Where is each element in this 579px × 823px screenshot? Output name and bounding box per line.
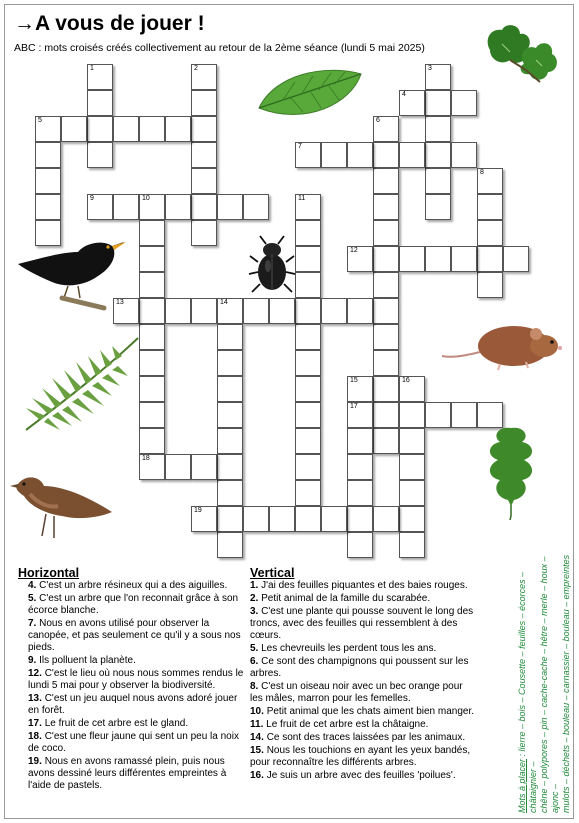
crossword-cell[interactable]: [425, 116, 451, 142]
vertical-clue: [250, 706, 478, 718]
clue-number: 14.: [250, 732, 264, 743]
crossword-cell[interactable]: [191, 454, 217, 480]
crossword-cell[interactable]: [165, 116, 191, 142]
clue-text: C'est un arbre résineux qui a des aiguilles.: [39, 580, 228, 591]
clue-text: Petit animal de la famille du scarabée.: [261, 593, 431, 604]
horizontal-clue: [18, 580, 248, 592]
crossword-cell[interactable]: [373, 246, 399, 272]
crossword-cell[interactable]: [451, 246, 477, 272]
crossword-cell[interactable]: [477, 246, 503, 272]
crossword-cell[interactable]: [217, 298, 243, 324]
crossword-cell[interactable]: [87, 194, 113, 220]
crossword-cell[interactable]: [191, 90, 217, 116]
crossword-cell[interactable]: [477, 194, 503, 220]
cell-number: 18: [142, 455, 150, 462]
vertical-clue: [250, 656, 478, 680]
crossword-cell[interactable]: [139, 402, 165, 428]
crossword-cell[interactable]: [295, 246, 321, 272]
vertical-clue: [250, 732, 478, 744]
clue-text: J'ai des feuilles piquantes et des baies rouges.: [261, 580, 468, 591]
crossword-cell[interactable]: [87, 64, 113, 90]
clue-number: 16.: [250, 770, 264, 781]
crossword-cell[interactable]: [217, 350, 243, 376]
clue-text: Nous en avons ramassé plein, puis nous avons dessiné leurs différentes empreintes à l'aide de pastels.: [28, 756, 227, 791]
cell-number: 6: [376, 117, 380, 124]
crossword-cell[interactable]: [347, 454, 373, 480]
crossword-cell[interactable]: [373, 272, 399, 298]
clue-number: 13.: [28, 693, 42, 704]
clue-text: C'est un oiseau noir avec un bec orange pour les mâles, marron pour les femelles.: [250, 681, 463, 704]
clue-number: 5.: [28, 593, 37, 604]
word-bank-label: Mots à placer: [517, 758, 527, 813]
crossword-cell[interactable]: [425, 194, 451, 220]
crossword-cell[interactable]: [451, 90, 477, 116]
clue-text: Je suis un arbre avec des feuilles 'poilues'.: [266, 770, 456, 781]
word-bank: [517, 538, 571, 813]
clue-number: 11.: [250, 719, 264, 730]
crossword-cell[interactable]: [269, 298, 295, 324]
cell-number: 2: [194, 65, 198, 72]
crossword-cell[interactable]: [373, 142, 399, 168]
cell-number: 1: [90, 65, 94, 72]
crossword-cell[interactable]: [295, 350, 321, 376]
crossword-cell[interactable]: [217, 402, 243, 428]
crossword-cell[interactable]: [113, 194, 139, 220]
crossword-cell[interactable]: [139, 298, 165, 324]
oak-leaf-icon: [480, 420, 542, 520]
clue-text: C'est le lieu où nous nous sommes rendus le lundi 5 mai pour y observer la biodiversité.: [28, 668, 244, 691]
cell-number: 13: [116, 299, 124, 306]
vertical-clue: [250, 681, 478, 705]
horizontal-clues: [18, 567, 248, 793]
crossword-cell[interactable]: [295, 428, 321, 454]
crossword-cell[interactable]: [191, 298, 217, 324]
crossword-cell[interactable]: [399, 142, 425, 168]
crossword-cell[interactable]: [295, 194, 321, 220]
clue-number: 15.: [250, 745, 264, 756]
cell-number: 7: [298, 143, 302, 150]
crossword-cell[interactable]: [347, 480, 373, 506]
clue-number: 5.: [250, 643, 259, 654]
crossword-cell[interactable]: [477, 272, 503, 298]
horizontal-clue: [18, 756, 248, 792]
crossword-cell[interactable]: [373, 168, 399, 194]
horizontal-clue: [18, 618, 248, 654]
crossword-cell[interactable]: [399, 402, 425, 428]
crossword-cell[interactable]: [243, 298, 269, 324]
cell-number: 19: [194, 507, 202, 514]
crossword-cell[interactable]: [347, 506, 373, 532]
crossword-cell[interactable]: [373, 506, 399, 532]
clue-number: 7.: [28, 618, 37, 629]
crossword-cell[interactable]: [295, 324, 321, 350]
cell-number: 10: [142, 195, 150, 202]
crossword-cell[interactable]: [139, 350, 165, 376]
horizontal-clue: [18, 731, 248, 755]
crossword-cell[interactable]: [321, 506, 347, 532]
crossword-cell[interactable]: [373, 376, 399, 402]
cell-number: 4: [402, 91, 406, 98]
crossword-cell[interactable]: [477, 220, 503, 246]
crossword-cell[interactable]: [399, 454, 425, 480]
crossword-cell[interactable]: [243, 194, 269, 220]
crossword-cell[interactable]: [399, 90, 425, 116]
crossword-cell[interactable]: [217, 428, 243, 454]
clue-number: 12.: [28, 668, 42, 679]
clue-number: 8.: [250, 681, 259, 692]
crossword-cell[interactable]: [165, 298, 191, 324]
clue-number: 18.: [28, 731, 42, 742]
crossword-cell[interactable]: [373, 220, 399, 246]
vertical-clue: [250, 606, 478, 642]
clue-text: Ce sont des traces laissées par les animaux.: [266, 732, 466, 743]
crossword-cell[interactable]: [399, 532, 425, 558]
clue-number: 10.: [250, 706, 264, 717]
crossword-cell[interactable]: [399, 480, 425, 506]
crossword-cell[interactable]: [295, 506, 321, 532]
crossword-cell[interactable]: [87, 116, 113, 142]
crossword-cell[interactable]: [347, 402, 373, 428]
crossword-cell[interactable]: [399, 246, 425, 272]
crossword-cell[interactable]: [321, 298, 347, 324]
crossword-cell[interactable]: [35, 194, 61, 220]
crossword-cell[interactable]: [503, 246, 529, 272]
crossword-cell[interactable]: [451, 142, 477, 168]
crossword-cell[interactable]: [295, 272, 321, 298]
crossword-cell[interactable]: [295, 454, 321, 480]
vertical-clue: [250, 593, 478, 605]
crossword-cell[interactable]: [347, 142, 373, 168]
cell-number: 8: [480, 169, 484, 176]
crossword-cell[interactable]: [373, 402, 399, 428]
crossword-cell[interactable]: [477, 168, 503, 194]
horizontal-clue: [18, 593, 248, 617]
horizontal-clue: [18, 693, 248, 717]
crossword-cell[interactable]: [191, 194, 217, 220]
vertical-clue: [250, 770, 478, 782]
horizontal-clue: [18, 655, 248, 667]
cell-number: 3: [428, 65, 432, 72]
crossword-cell[interactable]: [373, 324, 399, 350]
crossword-cell[interactable]: [295, 402, 321, 428]
crossword-cell[interactable]: [217, 480, 243, 506]
vertical-clues: [250, 567, 478, 783]
crossword-cell[interactable]: [373, 350, 399, 376]
clue-text: Ce sont des champignons qui poussent sur les arbres.: [250, 656, 469, 679]
crossword-cell[interactable]: [217, 376, 243, 402]
crossword-cell[interactable]: [347, 246, 373, 272]
crossword-cell[interactable]: [113, 116, 139, 142]
crossword-cell[interactable]: [295, 220, 321, 246]
cell-number: 17: [350, 403, 358, 410]
beech-leaf-icon: [255, 64, 365, 126]
crossword-cell[interactable]: [217, 454, 243, 480]
crossword-cell[interactable]: [139, 246, 165, 272]
crossword-cell[interactable]: [35, 168, 61, 194]
vertical-clue: [250, 643, 478, 655]
crossword-cell[interactable]: [243, 506, 269, 532]
cell-number: 14: [220, 299, 228, 306]
vertical-heading: Vertical: [250, 566, 295, 580]
crossword-cell[interactable]: [295, 142, 321, 168]
crossword-cell[interactable]: [347, 376, 373, 402]
crossword-cell[interactable]: [399, 376, 425, 402]
crossword-cell[interactable]: [321, 142, 347, 168]
crossword-cell[interactable]: [139, 116, 165, 142]
crossword-cell[interactable]: [217, 324, 243, 350]
cell-number: 9: [90, 195, 94, 202]
clue-text: C'est une fleur jaune qui sent un peu la noix de coco.: [28, 731, 239, 754]
clue-text: Le fruit de cet arbre est la châtaigne.: [266, 719, 429, 730]
crossword-cell[interactable]: [217, 194, 243, 220]
page-subtitle: ABC : mots croisés créés collectivement au retour de la 2ème séance (lundi 5 mai 2025): [14, 42, 425, 54]
crossword-cell[interactable]: [373, 116, 399, 142]
word-bank-line-3: mulots – déchets – bouleau – carnassier – bouleau – empreintes: [561, 554, 571, 813]
crossword-cell[interactable]: [35, 116, 61, 142]
crossword-cell[interactable]: [425, 402, 451, 428]
clue-number: 3.: [250, 606, 259, 617]
clue-number: 2.: [250, 593, 259, 604]
crossword-cell[interactable]: [191, 506, 217, 532]
clue-text: Le fruit de cet arbre est le gland.: [44, 718, 189, 729]
crossword-cell[interactable]: [451, 402, 477, 428]
crossword-cell[interactable]: [217, 506, 243, 532]
cell-number: 15: [350, 377, 358, 384]
crossword-cell[interactable]: [139, 454, 165, 480]
crossword-cell[interactable]: [191, 64, 217, 90]
clue-number: 17.: [28, 718, 42, 729]
crossword-cell[interactable]: [399, 506, 425, 532]
crossword-cell[interactable]: [399, 428, 425, 454]
crossword-cell[interactable]: [373, 298, 399, 324]
crossword-cell[interactable]: [139, 220, 165, 246]
dung-beetle-icon: [248, 232, 296, 296]
word-bank-line-1: : lierre – bois – Cousette – feuilles – écorces – châtaignier –: [517, 571, 538, 813]
crossword-cell[interactable]: [373, 194, 399, 220]
cell-number: 11: [298, 195, 306, 202]
horizontal-heading: Horizontal: [18, 566, 80, 580]
crossword-cell[interactable]: [425, 64, 451, 90]
clue-number: 6.: [250, 656, 259, 667]
crossword-cell[interactable]: [295, 376, 321, 402]
clue-text: C'est un jeu auquel nous avons adoré jouer en forêt.: [28, 693, 238, 716]
vertical-clue: [250, 580, 478, 592]
crossword-cell[interactable]: [139, 272, 165, 298]
crossword-cell[interactable]: [425, 90, 451, 116]
clue-number: 9.: [28, 655, 37, 666]
crossword-cell[interactable]: [139, 428, 165, 454]
crossword-cell[interactable]: [295, 480, 321, 506]
horizontal-clue: [18, 668, 248, 692]
clue-text: Nous les touchions en ayant les yeux bandés, pour reconnaître les différents arbres.: [250, 745, 471, 768]
clue-number: 4.: [28, 580, 37, 591]
ivy-leaves-icon: [480, 20, 562, 90]
crossword-cell[interactable]: [165, 454, 191, 480]
horizontal-clue: [18, 718, 248, 730]
crossword-cell[interactable]: [425, 168, 451, 194]
crossword-cell[interactable]: [139, 324, 165, 350]
crossword-cell[interactable]: [87, 90, 113, 116]
crossword-cell[interactable]: [217, 532, 243, 558]
word-bank-line-2: chêne – polypores – pin – cache-cache – hêtre – merle – houx – ajonc –: [539, 556, 560, 813]
crossword-cell[interactable]: [191, 168, 217, 194]
cell-number: 12: [350, 247, 358, 254]
crossword-cell[interactable]: [347, 428, 373, 454]
clue-text: Petit animal que les chats aiment bien manger.: [266, 706, 475, 717]
clue-number: 19.: [28, 756, 42, 767]
crossword-cell[interactable]: [87, 142, 113, 168]
crossword-cell[interactable]: [295, 298, 321, 324]
crossword-cell[interactable]: [373, 428, 399, 454]
crossword-cell[interactable]: [139, 376, 165, 402]
vertical-clue: [250, 719, 478, 731]
cell-number: 5: [38, 117, 42, 124]
crossword-cell[interactable]: [139, 194, 165, 220]
crossword-cell[interactable]: [35, 142, 61, 168]
female-blackbird-icon: [8, 466, 116, 544]
page-title: →A vous de jouer !: [14, 12, 205, 35]
mouse-icon: [440, 312, 564, 372]
crossword-cell[interactable]: [269, 506, 295, 532]
cell-number: 16: [402, 377, 410, 384]
crossword-cell[interactable]: [425, 246, 451, 272]
clue-text: C'est un arbre que l'on reconnait grâce à son écorce blanche.: [28, 593, 239, 616]
crossword-cell[interactable]: [191, 220, 217, 246]
clue-text: Ils polluent la planète.: [39, 655, 136, 666]
clue-text: Nous en avons utilisé pour observer la canopée, et pas seulement ce qu'il y a sous nos pieds.: [28, 618, 241, 653]
crossword-cell[interactable]: [347, 298, 373, 324]
clue-text: C'est une plante qui pousse souvent le long des troncs, avec des feuilles qui ressemblent à des cœurs.: [250, 606, 474, 641]
blackbird-icon: [12, 232, 130, 312]
crossword-cell[interactable]: [347, 532, 373, 558]
fern-icon: [20, 334, 142, 434]
vertical-clue: [250, 745, 478, 769]
crossword-cell[interactable]: [165, 194, 191, 220]
crossword-cell[interactable]: [191, 116, 217, 142]
clue-text: Les chevreuils les perdent tous les ans.: [261, 643, 437, 654]
crossword-cell[interactable]: [61, 116, 87, 142]
crossword-cell[interactable]: [191, 142, 217, 168]
clue-number: 1.: [250, 580, 259, 591]
crossword-cell[interactable]: [425, 142, 451, 168]
